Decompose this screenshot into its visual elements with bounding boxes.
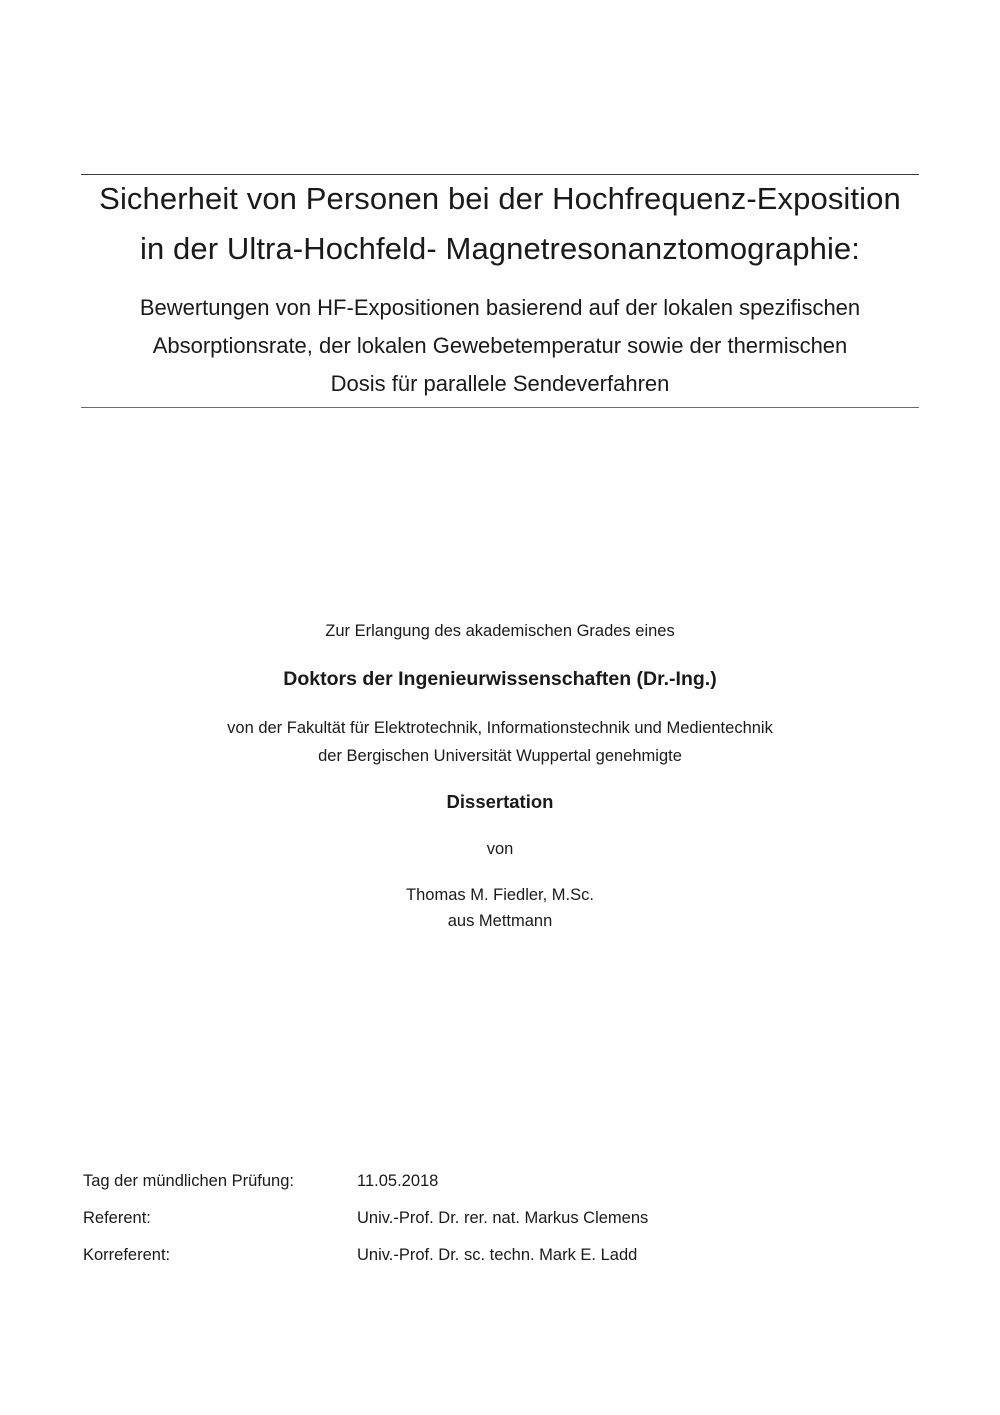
examination-details [83, 1163, 923, 1274]
exam-date-value: 11.05.2018 [357, 1172, 439, 1190]
faculty-statement [0, 714, 1000, 770]
author-origin: aus Mettmann [447, 912, 553, 930]
faculty-line-1: von der Fakultät für Elektrotechnik, Informationstechnik und Medientechnik [227, 719, 773, 737]
degree-name: Doktors der Ingenieurwissenschaften (Dr.-Ing.) [283, 668, 717, 690]
thesis-title-line-2: in der Ultra-Hochfeld- Magnetresonanztomographie: [140, 231, 860, 266]
faculty-line-2: der Bergischen Universität Wuppertal genehmigte [318, 747, 682, 765]
korreferent-value: Univ.-Prof. Dr. sc. techn. Mark E. Ladd [357, 1246, 638, 1264]
exam-date-label: Tag der mündlichen Prüfung: [83, 1172, 294, 1190]
korreferent-label: Korreferent: [83, 1246, 171, 1264]
thesis-title-line-1: Sicherheit von Personen bei der Hochfrequenz-Exposition [99, 181, 901, 216]
degree-intro: Zur Erlangung des akademischen Grades eines [325, 622, 675, 640]
thesis-subtitle-line-1: Bewertungen von HF-Expositionen basierend auf der lokalen spezifischen [139, 295, 861, 320]
referent-row [83, 1200, 923, 1237]
referent-label: Referent: [83, 1209, 151, 1227]
title-bottom-rule [81, 407, 919, 408]
thesis-subtitle [70, 289, 930, 403]
korreferent-row [83, 1237, 923, 1274]
author-name: Thomas M. Fiedler, M.Sc. [406, 886, 594, 904]
author-block [0, 882, 1000, 934]
document-type: Dissertation [446, 791, 554, 812]
thesis-title [60, 174, 940, 274]
referent-value: Univ.-Prof. Dr. rer. nat. Markus Clemens [357, 1209, 649, 1227]
thesis-subtitle-line-3: Dosis für parallele Sendeverfahren [330, 371, 670, 396]
exam-date-row [83, 1163, 923, 1200]
thesis-subtitle-line-2: Absorptionsrate, der lokalen Gewebetemperatur sowie der thermischen [152, 333, 848, 358]
by-label: von [486, 840, 514, 858]
